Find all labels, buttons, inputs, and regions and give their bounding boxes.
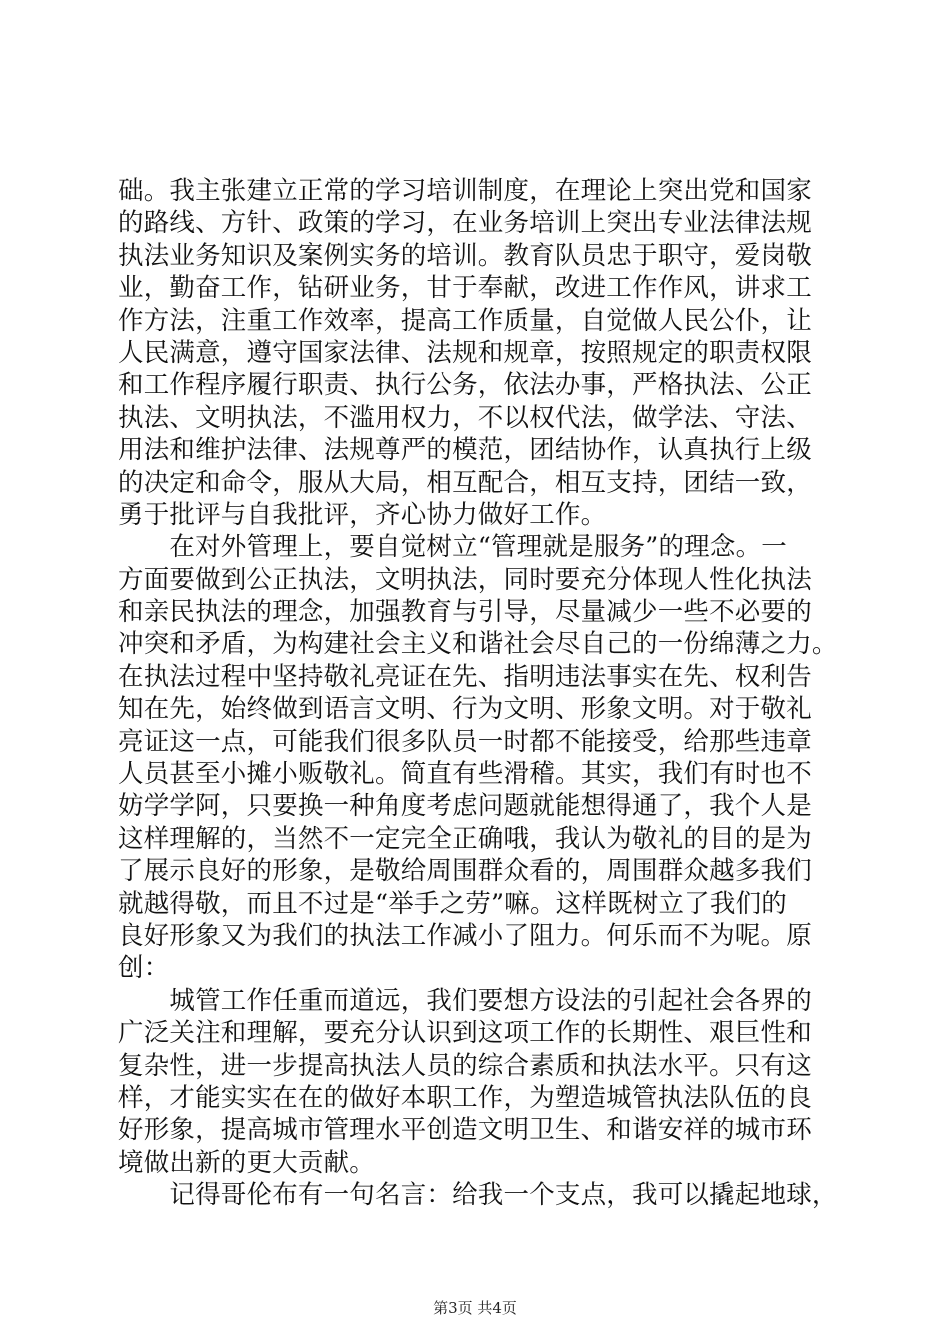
text-line: 妨学学阿，只要换一种角度考虑问题就能想得通了，我个人是 bbox=[118, 791, 812, 822]
text-line: 用法和维护法律、法规尊严的模范，团结协作，认真执行上级 bbox=[118, 435, 812, 466]
paragraph-3 bbox=[118, 985, 838, 1179]
document-body bbox=[118, 175, 838, 1212]
text-line: 勇于批评与自我批评，齐心协力做好工作。 bbox=[118, 499, 607, 530]
text-line: 了展示良好的形象，是敬给周围群众看的，周围群众越多我们 bbox=[118, 856, 812, 887]
text-line: 境做出新的更大贡献。 bbox=[118, 1147, 376, 1178]
paragraph-1 bbox=[118, 175, 838, 531]
text-line: 的决定和命令，服从大局，相互配合，相互支持，团结一致， bbox=[118, 467, 812, 498]
text-line: 良好形象又为我们的执法工作减小了阻力。何乐而不为呢。原 bbox=[118, 920, 812, 951]
text-line: 样，才能实实在在的做好本职工作，为塑造城管执法队伍的良 bbox=[118, 1082, 812, 1113]
text-line: 方面要做到公正执法，文明执法，同时要充分体现人性化执法 bbox=[118, 564, 812, 595]
text-line: 的路线、方针、政策的学习，在业务培训上突出专业法律法规 bbox=[118, 208, 812, 239]
text-line: 在对外管理上，要自觉树立“管理就是服务”的理念。一 bbox=[118, 532, 787, 563]
text-line: 亮证这一点，可能我们很多队员一时都不能接受，给那些违章 bbox=[118, 726, 812, 757]
text-line: 冲突和矛盾，为构建社会主义和谐社会尽自己的一份绵薄之力。 bbox=[118, 629, 838, 660]
text-line: 好形象，提高城市管理水平创造文明卫生、和谐安祥的城市环 bbox=[118, 1115, 812, 1146]
paragraph-4 bbox=[118, 1179, 838, 1211]
text-line: 创： bbox=[118, 953, 170, 984]
text-line: 知在先，始终做到语言文明、行为文明、形象文明。对于敬礼 bbox=[118, 694, 812, 725]
page-number-footer: 第3页 共4页 bbox=[433, 1299, 517, 1317]
text-line: 执法业务知识及案例实务的培训。教育队员忠于职守，爱岗敬 bbox=[118, 240, 812, 271]
text-line: 复杂性，进一步提高执法人员的综合素质和执法水平。只有这 bbox=[118, 1050, 812, 1081]
text-line: 记得哥伦布有一句名言：给我一个支点，我可以撬起地球， bbox=[118, 1180, 838, 1211]
text-line: 作方法，注重工作效率，提高工作质量，自觉做人民公仆，让 bbox=[118, 305, 812, 336]
text-line: 业，勤奋工作，钻研业务，甘于奉献，改进工作作风，讲求工 bbox=[118, 273, 812, 304]
text-line: 城管工作任重而道远，我们要想方设法的引起社会各界的 bbox=[118, 985, 812, 1016]
text-line: 人民满意，遵守国家法律、法规和规章，按照规定的职责权限 bbox=[118, 337, 812, 368]
paragraph-2 bbox=[118, 531, 838, 984]
text-line: 和亲民执法的理念，加强教育与引导，尽量减少一些不必要的 bbox=[118, 597, 812, 628]
text-line: 人员甚至小摊小贩敬礼。简直有些滑稽。其实，我们有时也不 bbox=[118, 759, 812, 790]
text-line: 在执法过程中坚持敬礼亮证在先、指明违法事实在先、权利告 bbox=[118, 661, 812, 692]
text-line: 这样理解的，当然不一定完全正确哦，我认为敬礼的目的是为 bbox=[118, 823, 812, 854]
text-line: 和工作程序履行职责、执行公务，依法办事，严格执法、公正 bbox=[118, 370, 812, 401]
text-line: 广泛关注和理解，要充分认识到这项工作的长期性、艰巨性和 bbox=[118, 1018, 812, 1049]
text-line: 就越得敬，而且不过是“举手之劳”嘛。这样既树立了我们的 bbox=[118, 888, 787, 919]
text-line: 执法、文明执法，不滥用权力，不以权代法，做学法、守法、 bbox=[118, 402, 812, 433]
text-line: 础。我主张建立正常的学习培训制度，在理论上突出党和国家 bbox=[118, 176, 812, 206]
